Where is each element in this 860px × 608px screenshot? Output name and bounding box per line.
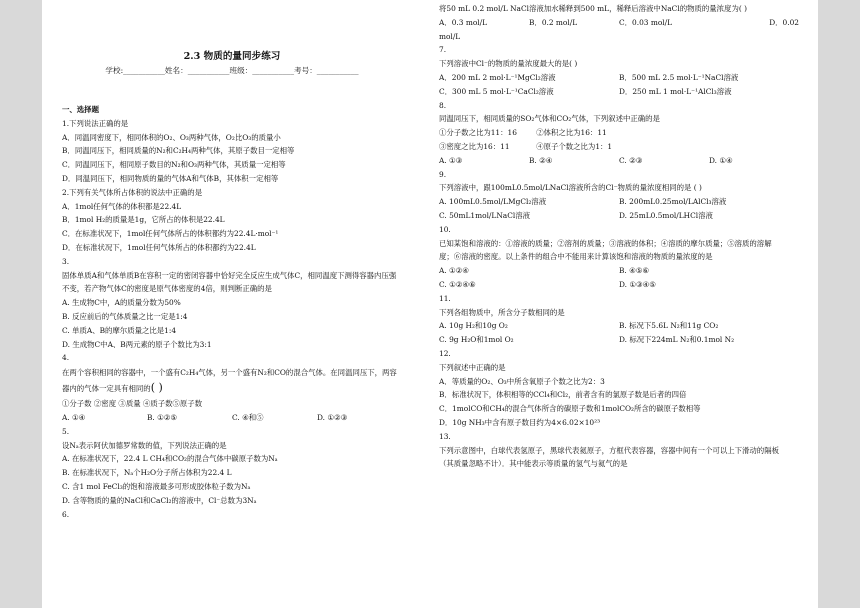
options-row-2 bbox=[439, 333, 799, 347]
question-3 bbox=[62, 255, 402, 352]
option-d: D. ①④ bbox=[709, 155, 733, 165]
option-c: C．同温同压下，相同原子数目的N₂和O₃两种气体，其质量一定相等 bbox=[62, 160, 286, 170]
option-c: C．0.03 mol/L bbox=[619, 17, 673, 27]
option-a: A. 100mL0.5mol/LMgCl₂溶液 bbox=[439, 197, 547, 207]
question-stem-line-2 bbox=[62, 381, 402, 397]
options-row-1 bbox=[439, 71, 799, 85]
question-10 bbox=[439, 223, 799, 292]
question-number: 3. bbox=[62, 256, 70, 266]
option-a: A. ①②④ bbox=[439, 266, 469, 276]
question-stem-line-1: 下列示意图中，白球代表氢原子，黑球代表氦原子，方框代表容器，容器中间有一个可以上下滑动的隔板 bbox=[439, 445, 779, 455]
question-number: 9. bbox=[439, 169, 447, 179]
option-d: D．同温同压下，相同物质的量的气体A和气体B，其体积一定相等 bbox=[62, 173, 279, 183]
left-column bbox=[62, 0, 402, 521]
question-stem-line-1: 已知某饱和溶液的：①溶液的质量；②溶剂的质量；③溶液的体积；④溶质的摩尔质量；⑤溶质的溶解 bbox=[439, 238, 772, 248]
option-a: A. 在标准状况下，22.4 L CH₄和CO₂的混合气体中碳原子数为Nₐ bbox=[62, 454, 278, 464]
option-d-continued: mol/L bbox=[439, 31, 461, 41]
option-b: B. 200mL0.25mol/LAlCl₃溶液 bbox=[619, 197, 727, 207]
option-a: A．1mol任何气体的体积都是22.4L bbox=[62, 201, 182, 211]
option-c: C. 50mL1mol/LNaCl溶液 bbox=[439, 210, 531, 220]
question-stem: 1.下列说法正确的是 bbox=[62, 118, 129, 128]
answer-parentheses: ( ) bbox=[150, 381, 163, 395]
option-b: B．同温同压下，相同质量的N₂和C₂H₄两种气体，其原子数目一定相等 bbox=[62, 146, 295, 156]
option-b: B．1mol H₂的质量是1g，它所占的体积是22.4L bbox=[62, 215, 225, 225]
question-8 bbox=[439, 99, 799, 168]
question-number: 7. bbox=[439, 45, 447, 55]
question-stem: 2.下列有关气体所占体积的说法中正确的是 bbox=[62, 187, 203, 197]
option-a: A. ①④ bbox=[62, 412, 86, 422]
option-a: A．0.3 mol/L bbox=[439, 17, 488, 27]
options-row bbox=[439, 154, 799, 168]
option-c: C．300 mL 5 mol·L⁻¹CaCl₂溶液 bbox=[439, 86, 554, 96]
option-a: A. 10g H₂和10g O₂ bbox=[439, 321, 508, 331]
options-row-1 bbox=[439, 319, 799, 333]
option-c: C．1molCO和CH₄的混合气体所含的碳原子数和1molCO₂所含的碳原子数相等 bbox=[439, 404, 701, 414]
option-b: B．标准状况下，体积相等的CCl₄和Cl₂，前者含有的氯原子数是后者的四倍 bbox=[439, 390, 687, 400]
question-number: 4. bbox=[62, 353, 70, 363]
option-d: D. 生成物C中A、B两元素的原子个数比为3:1 bbox=[62, 339, 212, 349]
option-c: C．在标准状况下，1mol任何气体所占的体积都约为22.4L·mol⁻¹ bbox=[62, 229, 279, 239]
page-title: 2.3 物质的量同步练习 bbox=[183, 51, 281, 62]
question-number: 10. bbox=[439, 224, 451, 234]
question-11 bbox=[439, 292, 799, 347]
option-b: B．0.2 mol/L bbox=[529, 17, 578, 27]
options-row-1 bbox=[439, 195, 799, 209]
statements-row-2 bbox=[439, 140, 799, 154]
question-6-number bbox=[62, 508, 402, 522]
question-9 bbox=[439, 168, 799, 223]
option-a: A. 生成物C中，A的质量分数为50% bbox=[62, 298, 181, 308]
question-stem: 同温同压下，相同质量的SO₂气体和CO₂气体，下列叙述中正确的是 bbox=[439, 114, 660, 124]
question-stem-line-2: 不变，若产物气体C的密度是原气体密度的4倍，则判断正确的是 bbox=[62, 284, 272, 294]
option-d: D. ①②③ bbox=[317, 412, 348, 422]
option-b: B. ①②⑤ bbox=[147, 412, 178, 422]
question-stem: 下列叙述中正确的是 bbox=[439, 362, 506, 372]
question-7 bbox=[439, 43, 799, 98]
question-stem: 下列各组物质中，所含分子数相同的是 bbox=[439, 307, 565, 317]
statement-1: ①分子数之比为11：16 bbox=[439, 128, 517, 138]
question-stem-line-1: 固体单质A和气体单质B在容积一定的密闭容器中恰好完全反应生成气体C，相同温度下测得容器内压强 bbox=[62, 270, 397, 280]
question-stem: 下列溶液中Cl⁻的物质的量浓度最大的是( ) bbox=[439, 59, 578, 69]
statement-3: ③密度之比为16：11 bbox=[439, 141, 510, 151]
options-row bbox=[439, 16, 799, 30]
stem-text: 器内的气体一定具有相同的 bbox=[62, 384, 151, 394]
option-d: D. 标况下224mL N₂和0.1mol N₂ bbox=[619, 335, 735, 345]
question-2 bbox=[62, 186, 402, 255]
option-b: B. 反应前后的气体质量之比一定是1:4 bbox=[62, 311, 188, 321]
option-b: B. ②④ bbox=[529, 155, 553, 165]
options-row-1 bbox=[439, 264, 799, 278]
option-a: A．等质量的O₂、O₃中所含氧原子个数之比为2：3 bbox=[439, 376, 605, 386]
options-row bbox=[62, 411, 402, 425]
question-stem: 将50 mL 0.2 mol/L NaCl溶液加水稀释到500 mL，稀释后溶液中NaCl的物质的量浓度为( ) bbox=[439, 4, 747, 13]
question-6 bbox=[439, 2, 799, 43]
option-c: C. 9g H₂O和1mol O₂ bbox=[439, 335, 514, 345]
option-c: C. 含1 mol FeCl₃的饱和溶液最多可形成胶体粒子数为Nₐ bbox=[62, 481, 251, 491]
option-d: D. 含等物质的量的NaCl和CaCl₂的溶液中，Cl⁻总数为3Nₐ bbox=[62, 495, 257, 505]
statement-2: ②体积之比为16：11 bbox=[536, 128, 607, 138]
question-1 bbox=[62, 117, 402, 186]
question-stem-line-1: 在两个容积相同的容器中，一个盛有C₂H₄气体，另一个盛有N₂和CO的混合气体。在同温同压下，两容 bbox=[62, 368, 397, 378]
option-d: D．10g NH₃中含有原子数目约为4×6.02×10²³ bbox=[439, 417, 601, 427]
option-d: D. ①③④⑤ bbox=[619, 279, 656, 289]
question-number: 8. bbox=[439, 100, 447, 110]
statements-row-1 bbox=[439, 126, 799, 140]
option-a: A．同温同密度下，相同体积的O₂、O₃两种气体，O₂比O₃的质量小 bbox=[62, 132, 281, 142]
option-b: B．500 mL 2.5 mol·L⁻¹NaCl溶液 bbox=[619, 72, 739, 82]
question-number: 11. bbox=[439, 293, 451, 303]
question-number: 13. bbox=[439, 431, 451, 441]
student-info-fields: 学校:___________姓名：___________班级：___________考号：___________ bbox=[105, 66, 359, 75]
option-c: C. ①②④⑥ bbox=[439, 279, 476, 289]
question-5 bbox=[62, 425, 402, 508]
question-stem: 设Nₐ表示阿伏加德罗常数的值，下列说法正确的是 bbox=[62, 440, 227, 450]
option-a: A．200 mL 2 mol·L⁻¹MgCl₂溶液 bbox=[439, 72, 556, 82]
option-c: C. ④和⑤ bbox=[232, 412, 264, 422]
option-d: D．在标准状况下，1mol任何气体所占的体积都约为22.4L bbox=[62, 242, 256, 252]
option-a: A. ①③ bbox=[439, 155, 463, 165]
right-column bbox=[439, 2, 799, 471]
option-d: D．250 mL 1 mol·L⁻¹AlCl₃溶液 bbox=[619, 86, 732, 96]
question-13 bbox=[439, 430, 799, 471]
question-12 bbox=[439, 347, 799, 430]
option-b: B. ④⑤⑥ bbox=[619, 266, 650, 276]
question-items: ①分子数 ②密度 ③质量 ④质子数⑤原子数 bbox=[62, 399, 203, 409]
option-d: D．0.02 bbox=[769, 17, 799, 27]
question-stem: 下列溶液中，跟100mL0.5mol/LNaCl溶液所含的Cl⁻物质的量浓度相同的是 ( ) bbox=[439, 183, 702, 193]
options-row-2 bbox=[439, 85, 799, 99]
option-d: D. 25mL0.5mol/LHCl溶液 bbox=[619, 210, 713, 220]
exam-page bbox=[42, 0, 818, 608]
option-c: C. ②③ bbox=[619, 155, 643, 165]
question-stem-line-2: （其质量忽略不计）．其中能表示等质量的氢气与氦气的是 bbox=[439, 459, 628, 469]
question-number: 5. bbox=[62, 426, 70, 436]
option-b: B. 在标准状况下，Nₐ个H₂O分子所占体积为22.4 L bbox=[62, 468, 232, 478]
options-row-2 bbox=[439, 278, 799, 292]
options-row-2 bbox=[439, 209, 799, 223]
question-number: 6. bbox=[62, 509, 70, 519]
statement-4: ④原子个数之比为1：1 bbox=[536, 141, 613, 151]
question-4 bbox=[62, 351, 402, 424]
option-c: C. 单质A、B的摩尔质量之比是1:4 bbox=[62, 325, 177, 335]
section-heading: 一、选择题 bbox=[62, 105, 99, 114]
option-b: B. 标况下5.6L N₂和11g CO₂ bbox=[619, 321, 719, 331]
question-number: 12. bbox=[439, 348, 451, 358]
question-stem-line-2: 度；⑥溶液的密度。以上条件的组合中不能用来计算该饱和溶液的物质的量浓度的是 bbox=[439, 252, 713, 262]
